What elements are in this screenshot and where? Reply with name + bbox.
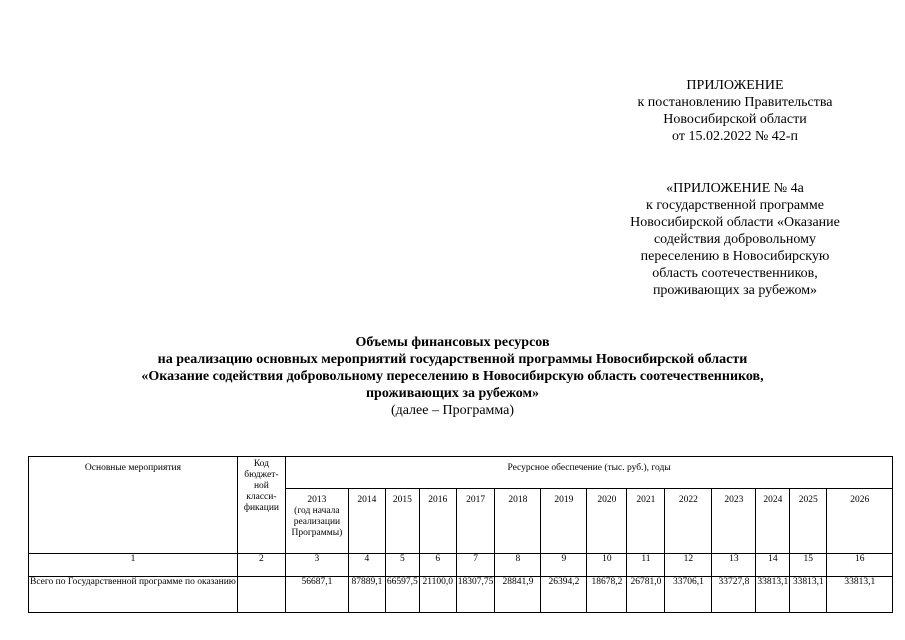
column-number: 1 xyxy=(29,554,238,577)
year-header-2016 xyxy=(419,489,456,554)
year-header-line: (год начала xyxy=(294,506,340,516)
value-cell: 33813,1 xyxy=(827,577,893,613)
year-header-line: 2014 xyxy=(357,495,377,505)
year-header-2015 xyxy=(385,489,419,554)
value-cell: 56687,1 xyxy=(285,577,348,613)
year-header-2013 xyxy=(285,489,348,554)
year-header-line: реализации xyxy=(293,517,341,527)
value-cell: 18307,75 xyxy=(456,577,495,613)
approval-block xyxy=(590,77,880,145)
column-number: 15 xyxy=(790,554,827,577)
column-number: 6 xyxy=(419,554,456,577)
value-cell: 33706,1 xyxy=(665,577,712,613)
year-header-line: 2020 xyxy=(597,495,617,505)
activity-cell: Всего по Государственной программе по оказанию xyxy=(29,577,238,613)
year-header-2026 xyxy=(827,489,893,554)
budget-code-header-line: бюджет- xyxy=(244,470,279,480)
column-number: 9 xyxy=(541,554,587,577)
title-note: (далее – Программа) xyxy=(390,403,515,418)
year-header-line: 2024 xyxy=(763,495,783,505)
year-header-2014 xyxy=(348,489,385,554)
column-number: 3 xyxy=(285,554,348,577)
appendix-block xyxy=(600,180,870,299)
year-header-line: 2013 xyxy=(307,495,327,505)
column-number: 11 xyxy=(627,554,665,577)
year-header-2022 xyxy=(665,489,712,554)
appendix-line: область соотечественников, xyxy=(652,266,818,281)
value-cell: 26781,0 xyxy=(627,577,665,613)
header-resources: Ресурсное обеспечение (тыс. руб.), годы xyxy=(285,457,892,489)
year-header-line: 2021 xyxy=(636,495,656,505)
budget-code-header-line: класси- xyxy=(246,492,277,502)
title-line: «Оказание содействия добровольному переселению в Новосибирскую область соотечественников, xyxy=(141,369,764,384)
year-header-2018 xyxy=(495,489,541,554)
year-header-line: 2026 xyxy=(850,495,870,505)
year-header-2019 xyxy=(541,489,587,554)
year-header-line: 2017 xyxy=(466,495,486,505)
value-cell: 21100,0 xyxy=(419,577,456,613)
column-number: 4 xyxy=(348,554,385,577)
value-cell: 33813,1 xyxy=(756,577,790,613)
year-header-line: 2023 xyxy=(724,495,744,505)
title-line: проживающих за рубежом» xyxy=(365,386,539,401)
year-header-line: 2018 xyxy=(508,495,528,505)
value-cell: 28841,9 xyxy=(495,577,541,613)
approval-line: Новосибирской области xyxy=(663,112,807,127)
column-number: 10 xyxy=(587,554,627,577)
approval-line: ПРИЛОЖЕНИЕ xyxy=(686,78,784,93)
header-budget-code xyxy=(237,457,285,554)
column-number: 12 xyxy=(665,554,712,577)
year-header-2023 xyxy=(712,489,756,554)
year-header-line: 2025 xyxy=(798,495,818,505)
budget-code-header-line: фикации xyxy=(243,503,279,513)
appendix-line: «ПРИЛОЖЕНИЕ № 4а xyxy=(666,181,804,196)
column-number: 14 xyxy=(756,554,790,577)
title-line: Объемы финансовых ресурсов xyxy=(355,335,550,350)
value-cell: 33813,1 xyxy=(790,577,827,613)
value-cell: 87889,1 xyxy=(348,577,385,613)
year-header-2021 xyxy=(627,489,665,554)
appendix-line: Новосибирской области «Оказание xyxy=(630,215,840,230)
budget-code-header-line: ной xyxy=(253,481,269,491)
column-number: 7 xyxy=(456,554,495,577)
appendix-line: содействия добровольному xyxy=(653,232,817,247)
approval-line: к постановлению Правительства xyxy=(637,95,833,110)
value-cell: 18678,2 xyxy=(587,577,627,613)
budget-code-cell xyxy=(237,577,285,613)
approval-line: от 15.02.2022 № 42-п xyxy=(672,129,798,144)
document-title xyxy=(0,334,905,419)
year-header-line: Программы) xyxy=(291,528,343,538)
year-header-line: 2015 xyxy=(392,495,412,505)
title-line: на реализацию основных мероприятий государственной программы Новосибирской области xyxy=(157,352,748,367)
column-number: 16 xyxy=(827,554,893,577)
value-cell: 66597,5 xyxy=(385,577,419,613)
year-header-2025 xyxy=(790,489,827,554)
column-number: 13 xyxy=(712,554,756,577)
value-cell: 26394,2 xyxy=(541,577,587,613)
year-header-line: 2016 xyxy=(428,495,448,505)
value-cell: 33727,8 xyxy=(712,577,756,613)
appendix-line: к государственной программе xyxy=(646,198,824,213)
budget-code-header-line: Код xyxy=(253,459,269,469)
year-header-line: 2022 xyxy=(678,495,698,505)
appendix-line: проживающих за рубежом» xyxy=(652,283,818,298)
year-header-2017 xyxy=(456,489,495,554)
year-header-2024 xyxy=(756,489,790,554)
year-header-line: 2019 xyxy=(554,495,574,505)
column-number: 8 xyxy=(495,554,541,577)
table-row xyxy=(29,577,893,613)
year-header-2020 xyxy=(587,489,627,554)
header-activities: Основные мероприятия xyxy=(29,457,238,554)
appendix-line: переселению в Новосибирскую xyxy=(640,249,830,264)
financing-table xyxy=(28,456,893,613)
column-number: 5 xyxy=(385,554,419,577)
column-number: 2 xyxy=(237,554,285,577)
